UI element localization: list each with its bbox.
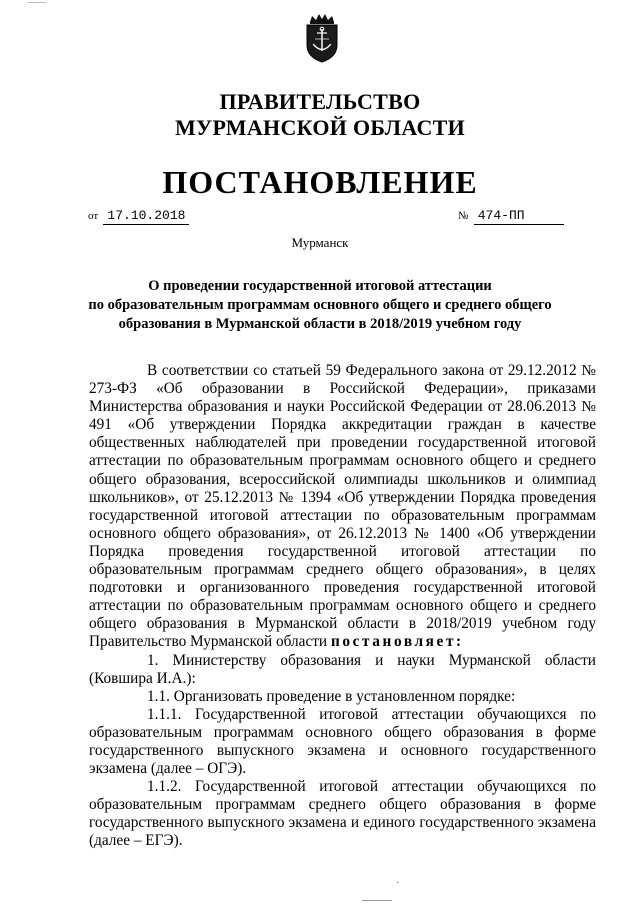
clause-1-1-2: 1.1.2. Государственной итоговой аттестации обучающихся по образовательным программам среднего общего образования в форме государственного выпускного экзамена и единого государственного экзамена (далее – ЕГЭ).: [89, 778, 596, 850]
clause-1-1: 1.1. Организовать проведение в установленном порядке:: [147, 687, 516, 705]
org-name-line-2: МУРМАНСКОЙ ОБЛАСТИ: [174, 115, 466, 140]
number-field: [458, 207, 564, 225]
number-prefix: №: [458, 210, 469, 222]
murmansk-coat-of-arms-icon: [303, 13, 341, 63]
document-type-title: ПОСТАНОВЛЕНИЕ: [162, 164, 478, 200]
city-name: Мурманск: [291, 235, 349, 250]
preamble-paragraph: [89, 362, 596, 652]
scan-mark-bottom: ·: [396, 878, 400, 889]
heading-line-2: по образовательным программам основного общего и среднего общего: [88, 297, 552, 313]
heading-line-3: образования в Мурманской области в 2018/2019 учебном году: [118, 316, 522, 332]
heading-line-1: О проведении государственной итоговой аттестации: [148, 278, 492, 294]
number-value: 474-ПП: [474, 208, 564, 225]
date-prefix: от: [88, 210, 99, 222]
document-body: [89, 362, 596, 851]
date-value: 17.10.2018: [103, 208, 189, 225]
preamble-text: В соответствии со статьей 59 Федерального закона от 29.12.2012 № 273-ФЗ «Об образовании в Российской Федерации», приказами Министерства образования и науки Российской Федерации от 28.06.2013 № 491 «Об утверждении Порядка аккредитации граждан в качестве общественных наблюдателей при проведении государственной итоговой аттестации по образовательным программам основного общего и среднего общего образования, всероссийской олимпиады школьников и олимпиад школьников», от 25.12.2013 № 1394 «Об утверждении Порядка проведения государственной итоговой аттестации по образовательным программам основного общего образования», от 26.12.2013 № 1400 «Об утверждении Порядка проведения государственной итоговой аттестации по образовательным программам среднего общего образования», в целях подготовки и организованного проведения государственной итоговой аттестации по образовательным программам основного общего и среднего общего образования в Мурманской области в 2018/2019 учебном году Правительство Мурманской области: [89, 362, 596, 651]
clause-1: 1. Министерству образования и науки Мурманской области (Ковшира И.А.):: [89, 651, 596, 687]
document-heading: [70, 277, 570, 334]
resolves-word: постановляет:: [330, 633, 464, 651]
org-name-line-1: ПРАВИТЕЛЬСТВО: [219, 89, 421, 114]
date-field: [88, 207, 189, 225]
scan-line-bottom: [362, 900, 392, 901]
clause-1-1-1: 1.1.1. Государственной итоговой аттестации обучающихся по образовательным программам основного общего образования в форме государственного выпускного экзамена и основного государственного экзамена (далее – ОГЭ).: [89, 705, 596, 778]
scan-mark-top: [28, 2, 46, 3]
